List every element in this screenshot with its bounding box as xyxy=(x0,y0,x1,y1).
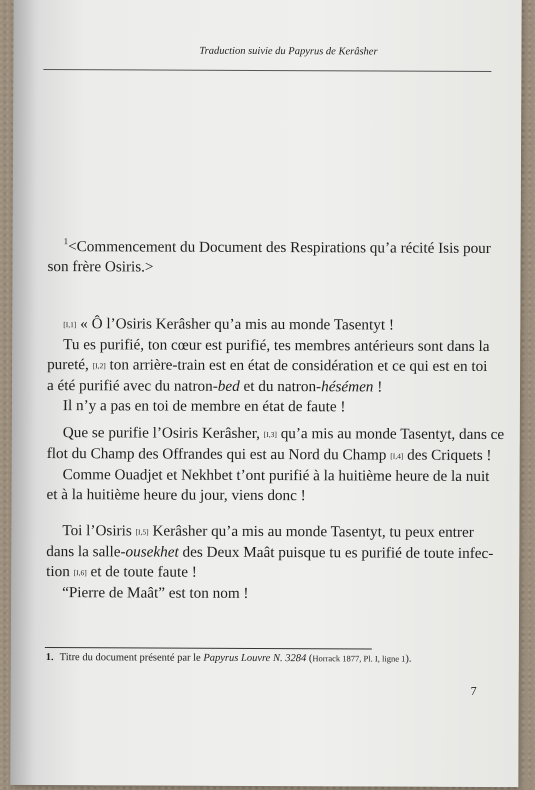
p2-line-3: Comme Ouadjet et Nekhbet t’ont purifié à la huitième heure de la nuit xyxy=(62,466,490,485)
paragraph-2 xyxy=(46,423,505,507)
p3-line-4: “Pierre de Maât” est ton nom ! xyxy=(62,584,249,602)
intro-line-2: son frère Osiris.> xyxy=(47,258,154,276)
paragraph-3 xyxy=(46,521,494,605)
footnote-number: 1. xyxy=(45,652,54,664)
line-marker: [I,5] xyxy=(135,527,149,537)
p1-line-1: [I,1] « Ô l’Osiris Kerâsher qu’a mis au monde Tasentyt ! xyxy=(63,315,394,334)
intro-paragraph xyxy=(47,231,492,279)
line-marker: [I,1] xyxy=(63,320,77,330)
line-marker: [I,6] xyxy=(73,568,87,578)
footnote-rule xyxy=(45,647,372,649)
book-page xyxy=(10,0,521,787)
footnote-reference: 1 xyxy=(63,236,69,247)
intro-line-1: $^1$<Commencement du Document des Respirations qu’a récité Isis pour xyxy=(63,236,491,257)
line-marker: [I,4] xyxy=(390,451,404,461)
p1-line-2: Tu es purifié, ton cœur est purifié, tes membres antérieurs sont dans la xyxy=(63,336,490,355)
p1-line-5: Il n’y a pas en toi de membre en état de faute ! xyxy=(62,397,346,416)
p1-line-4: a été purifié avec du natron-bed et du natron-hésémen ! xyxy=(46,377,383,396)
p3-line-3: tion [I,6] et de toute faute ! xyxy=(46,563,197,581)
header-rule xyxy=(43,69,491,72)
running-header: Traduction suivie du Papyrus de Kerâsher xyxy=(199,45,378,58)
line-marker: [I,2] xyxy=(92,361,106,371)
page-number: 7 xyxy=(470,683,477,698)
p2-line-4: et à la huitième heure du jour, viens donc ! xyxy=(46,486,306,505)
p2-line-2: flot du Champ des Offrandes qui est au Nord du Champ [I,4] des Criquets ! xyxy=(46,445,492,464)
p3-line-2: dans la salle-ousekhet des Deux Maât puisque tu es purifié de toute infec- xyxy=(46,543,494,562)
line-marker: [I,3] xyxy=(263,429,277,440)
page-gutter-shadow xyxy=(10,0,35,785)
p1-line-3: pureté, [I,2] ton arrière-train est en état de considération et ce qui est en toi xyxy=(47,356,488,375)
footnote: 1. Titre du document présenté par le Papyrus Louvre N. 3284 (Horrack 1877, Pl. I, ligne 1). xyxy=(45,652,412,665)
paragraph-1 xyxy=(47,314,492,418)
p2-line-1: Que se purifie l’Osiris Kerâsher, [I,3] qu’a mis au monde Tasentyt, dans ce xyxy=(62,424,505,444)
p3-line-1: Toi l’Osiris [I,5] Kerâsher qu’a mis au monde Tasentyt, tu peux entrer xyxy=(62,522,474,541)
